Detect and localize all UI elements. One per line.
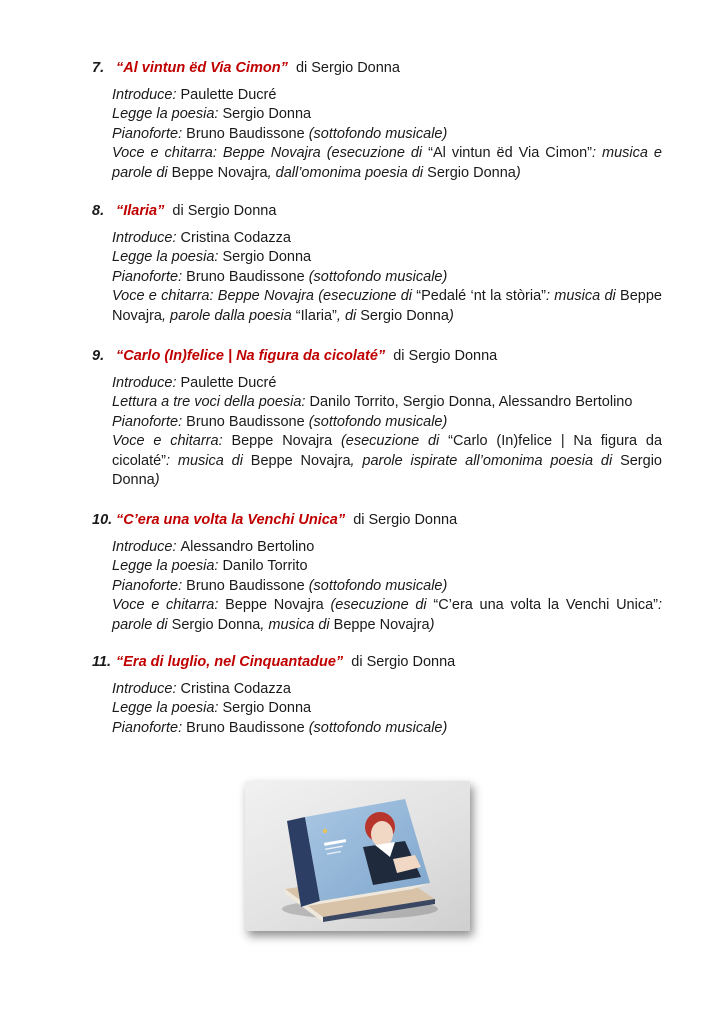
credit-segment: Beppe Novajra: [225, 597, 324, 614]
credit-segment: Bruno Baudissone: [186, 125, 305, 142]
credit-line: [112, 577, 662, 596]
credit-segment: Beppe Novajra: [333, 616, 430, 633]
item-title: “Era di luglio, nel Cinquantadue”: [116, 654, 344, 670]
credit-segment: , dall’omonima poesia di: [267, 164, 428, 181]
credit-segment: Sergio Donna: [360, 307, 449, 324]
item-credits: [112, 538, 662, 635]
item-heading: [92, 652, 662, 672]
credit-segment: “Pedalé ‘nt la stòria”: [416, 288, 546, 305]
credit-segment: Cristina Codazza: [180, 681, 291, 697]
credit-line: [112, 393, 662, 412]
credit-segment: Legge la poesia:: [112, 249, 223, 266]
credit-segment: Voce e chitarra:: [112, 433, 232, 450]
credit-line: [112, 374, 662, 393]
item-author: di Sergio Donna: [172, 203, 277, 219]
credit-segment: Pianoforte:: [112, 268, 187, 285]
credit-line: [112, 432, 662, 490]
credit-segment: ): [429, 616, 435, 633]
cover-emblem: [323, 829, 327, 833]
credit-segment: “Ilaria”: [295, 307, 337, 324]
credit-line: [112, 596, 662, 635]
item-author: di Sergio Donna: [351, 654, 456, 670]
credit-segment: (esecuzione di: [323, 597, 434, 614]
credit-segment: Pianoforte:: [112, 413, 187, 430]
item-number: 10.: [92, 512, 113, 528]
credit-line: [112, 248, 662, 267]
credit-segment: (esecuzione di: [332, 433, 449, 450]
credit-segment: Introduce:: [112, 230, 181, 246]
book-photo: [245, 781, 470, 931]
credit-segment: Legge la poesia:: [112, 700, 223, 717]
credit-segment: Introduce:: [112, 681, 181, 697]
item-author: di Sergio Donna: [295, 60, 400, 76]
credit-line: [112, 287, 662, 326]
credit-segment: Beppe Novajra: [112, 288, 662, 324]
credit-segment: (sottofondo musicale): [304, 268, 448, 285]
credit-segment: ): [515, 164, 521, 181]
credit-segment: (sottofondo musicale): [304, 577, 448, 594]
credit-line: [112, 719, 662, 738]
book-illustration: [245, 781, 470, 931]
item-title: “Al vintun ëd Via Cimon”: [116, 60, 288, 76]
credit-segment: Sergio Donna: [222, 700, 312, 717]
credit-line: [112, 413, 662, 432]
credit-segment: Alessandro Bertolino: [180, 539, 315, 555]
credit-segment: Danilo Torrito, Sergio Donna, Alessandro Bertolino: [309, 394, 633, 411]
item-title: “Carlo (In)felice | Na figura da cicolaté”: [116, 348, 386, 364]
credit-segment: ): [154, 472, 160, 489]
credit-segment: (sottofondo musicale): [304, 125, 448, 142]
item-number: 11.: [92, 654, 112, 670]
credit-segment: Beppe Novajra: [231, 433, 333, 450]
credit-segment: , di: [336, 307, 361, 324]
credit-segment: Sergio Donna: [112, 452, 662, 489]
credit-segment: (sottofondo musicale): [304, 719, 448, 736]
credit-line: [112, 268, 662, 287]
item-number: 8.: [92, 203, 105, 219]
item-title: “Ilaria”: [116, 203, 165, 219]
credit-segment: : musica di: [545, 288, 621, 305]
credit-line: [112, 699, 662, 718]
credit-segment: “Carlo (In)felice | Na figura da cicolaté”: [112, 433, 663, 469]
item-credits: [112, 374, 662, 490]
credit-segment: : musica e parole di: [112, 145, 662, 181]
credit-segment: : parole di: [112, 597, 662, 633]
credit-segment: Bruno Baudissone: [186, 413, 305, 430]
item-author: di Sergio Donna: [353, 512, 458, 528]
credit-segment: Beppe Novajra: [171, 164, 268, 181]
item-title: “C’era una volta la Venchi Unica”: [116, 512, 346, 528]
credit-segment: “Al vintun ëd Via Cimon”: [428, 145, 592, 162]
credit-segment: Danilo Torrito: [222, 558, 308, 575]
credit-segment: Sergio Donna: [427, 164, 516, 181]
credit-segment: Pianoforte:: [112, 125, 187, 142]
credit-segment: Introduce:: [112, 539, 181, 555]
credit-segment: Sergio Donna: [222, 106, 312, 123]
item-heading: [92, 510, 662, 530]
credit-segment: Pianoforte:: [112, 577, 187, 594]
item-heading: [92, 346, 662, 366]
credit-segment: Sergio Donna: [222, 249, 312, 266]
credit-segment: (sottofondo musicale): [304, 413, 448, 430]
credit-segment: Bruno Baudissone: [186, 719, 305, 736]
credit-segment: Paulette Ducré: [180, 375, 277, 391]
program-item-9: [92, 346, 662, 490]
credit-segment: : musica di: [166, 452, 251, 469]
credit-segment: Voce e chitarra: Beppe Novajra (esecuzione di: [112, 288, 417, 305]
credit-line: [112, 86, 662, 105]
credit-segment: Legge la poesia:: [112, 106, 223, 123]
credit-segment: Legge la poesia:: [112, 558, 223, 575]
program-item-7: [92, 58, 662, 183]
credit-segment: , parole dalla poesia: [161, 307, 296, 324]
program-item-11: [92, 652, 662, 738]
credit-line: [112, 557, 662, 576]
credit-segment: Cristina Codazza: [180, 230, 291, 246]
credit-line: [112, 105, 662, 124]
credit-segment: Introduce:: [112, 87, 181, 103]
credit-segment: Paulette Ducré: [180, 87, 277, 103]
item-number: 9.: [92, 348, 105, 364]
credit-segment: Beppe Novajra: [250, 452, 351, 469]
item-credits: [112, 680, 662, 738]
credit-segment: ): [448, 307, 454, 324]
credit-segment: Sergio Donna: [171, 616, 261, 633]
credit-segment: , parole ispirate all’omonima poesia di: [350, 452, 621, 469]
credit-segment: Voce e chitarra:: [112, 597, 226, 614]
credit-line: [112, 229, 662, 248]
item-heading: [92, 58, 662, 78]
credit-segment: Bruno Baudissone: [186, 577, 305, 594]
program-item-8: [92, 201, 662, 326]
program-item-10: [92, 510, 662, 635]
credit-line: [112, 144, 662, 183]
credit-segment: Pianoforte:: [112, 719, 187, 736]
item-number: 7.: [92, 60, 105, 76]
credit-segment: Introduce:: [112, 375, 181, 391]
credit-line: [112, 125, 662, 144]
item-credits: [112, 229, 662, 326]
item-credits: [112, 86, 662, 183]
credit-line: [112, 538, 662, 557]
credit-line: [112, 680, 662, 699]
credit-segment: “C’era una volta la Venchi Unica”: [433, 597, 658, 614]
item-author: di Sergio Donna: [393, 348, 498, 364]
item-heading: [92, 201, 662, 221]
credit-segment: Bruno Baudissone: [186, 268, 305, 285]
credit-segment: Voce e chitarra: Beppe Novajra (esecuzione di: [112, 145, 429, 162]
credit-segment: Lettura a tre voci della poesia:: [112, 394, 310, 411]
credit-segment: , musica di: [260, 616, 334, 633]
